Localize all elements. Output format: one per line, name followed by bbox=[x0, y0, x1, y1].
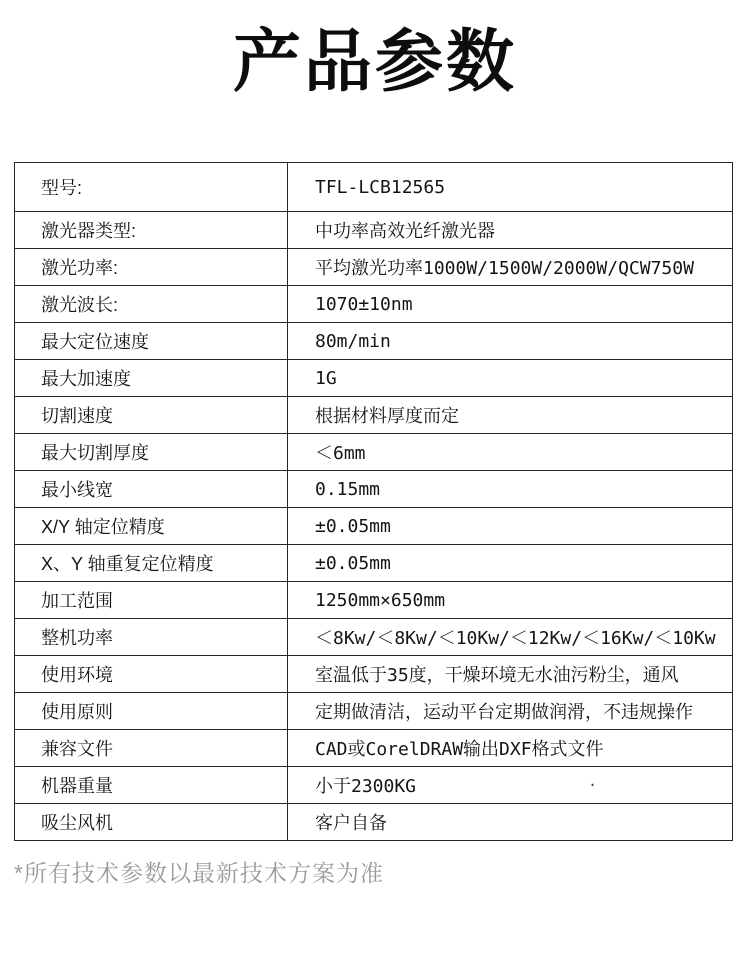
spec-label-cell: 使用原则 bbox=[15, 693, 288, 730]
spec-value-text: 客户自备 bbox=[315, 813, 387, 834]
spec-value-cell bbox=[288, 656, 733, 693]
table-row bbox=[15, 163, 733, 212]
spec-label-cell: 最大加速度 bbox=[15, 360, 288, 397]
table-row bbox=[15, 619, 733, 656]
table-row bbox=[15, 693, 733, 730]
spec-value-cell bbox=[288, 804, 733, 841]
spec-value-text: 1070±10nm bbox=[315, 293, 413, 315]
spec-value-text: ＜6mm bbox=[315, 443, 366, 464]
spec-value-cell bbox=[288, 249, 733, 286]
spec-label-cell: 使用环境 bbox=[15, 656, 288, 693]
spec-table-body bbox=[15, 163, 733, 841]
spec-value-text: 室温低于35度，干燥环境无水油污粉尘，通风 bbox=[315, 665, 679, 686]
spec-value-text: ＜8Kw/＜8Kw/＜10Kw/＜12Kw/＜16Kw/＜10Kw bbox=[315, 628, 716, 649]
spec-value-cell bbox=[288, 582, 733, 619]
footnote: *所有技术参数以最新技术方案为准 bbox=[14, 860, 384, 886]
table-row bbox=[15, 471, 733, 508]
spec-value-cell bbox=[288, 286, 733, 323]
spec-value-text: CAD或CorelDRAW输出DXF格式文件 bbox=[315, 739, 604, 760]
spec-value-text: 1250mm×650mm bbox=[315, 589, 446, 611]
spec-value-cell bbox=[288, 323, 733, 360]
spec-value-cell bbox=[288, 360, 733, 397]
spec-label-cell: 最小线宽 bbox=[15, 471, 288, 508]
spec-label-cell: 激光波长: bbox=[15, 286, 288, 323]
spec-value-cell bbox=[288, 619, 733, 656]
spec-value-text: ±0.05mm bbox=[315, 552, 391, 574]
spec-value-cell bbox=[288, 163, 733, 212]
table-row bbox=[15, 397, 733, 434]
spec-value-cell bbox=[288, 693, 733, 730]
spec-value-cell bbox=[288, 397, 733, 434]
spec-value-text: 平均激光功率1000W/1500W/2000W/QCW750W bbox=[315, 258, 694, 279]
spec-value-cell bbox=[288, 471, 733, 508]
table-row bbox=[15, 508, 733, 545]
table-row bbox=[15, 249, 733, 286]
spec-value-text: 1G bbox=[315, 367, 337, 389]
spec-label-cell: 加工范围 bbox=[15, 582, 288, 619]
table-row bbox=[15, 323, 733, 360]
spec-value-cell bbox=[288, 545, 733, 582]
spec-label-cell: 整机功率 bbox=[15, 619, 288, 656]
table-row bbox=[15, 804, 733, 841]
spec-label-cell: X/Y 轴定位精度 bbox=[15, 508, 288, 545]
spec-label-cell: 激光功率: bbox=[15, 249, 288, 286]
spec-value-cell bbox=[288, 508, 733, 545]
page-title: 产品参数 bbox=[232, 23, 517, 102]
table-row bbox=[15, 730, 733, 767]
spec-label-cell: 最大定位速度 bbox=[15, 323, 288, 360]
spec-value-text: 0.15mm bbox=[315, 478, 381, 500]
spec-value-cell bbox=[288, 767, 733, 804]
table-row bbox=[15, 767, 733, 804]
stray-dot-mark: . bbox=[588, 772, 598, 790]
spec-table bbox=[14, 162, 733, 841]
table-row bbox=[15, 656, 733, 693]
spec-label-cell: 激光器类型: bbox=[15, 212, 288, 249]
spec-label-cell: X、Y 轴重复定位精度 bbox=[15, 545, 288, 582]
table-row bbox=[15, 582, 733, 619]
table-row bbox=[15, 360, 733, 397]
table-row bbox=[15, 545, 733, 582]
spec-label-cell: 吸尘风机 bbox=[15, 804, 288, 841]
spec-value-text: 80m/min bbox=[315, 330, 391, 352]
spec-value-text: 根据材料厚度而定 bbox=[315, 406, 459, 427]
table-row bbox=[15, 434, 733, 471]
spec-value-cell bbox=[288, 212, 733, 249]
spec-value-text: ±0.05mm bbox=[315, 515, 391, 537]
spec-label-cell: 最大切割厚度 bbox=[15, 434, 288, 471]
spec-label-cell: 兼容文件 bbox=[15, 730, 288, 767]
spec-value-text: 中功率高效光纤激光器 bbox=[315, 221, 495, 242]
table-row bbox=[15, 212, 733, 249]
spec-label-cell: 机器重量 bbox=[15, 767, 288, 804]
spec-value-text: 小于2300KG bbox=[315, 776, 417, 797]
spec-value-cell bbox=[288, 730, 733, 767]
spec-value-text: 定期做清洁，运动平台定期做润滑，不违规操作 bbox=[315, 702, 693, 723]
spec-value-text: TFL-LCB12565 bbox=[315, 176, 446, 198]
spec-label-cell: 切割速度 bbox=[15, 397, 288, 434]
spec-label-cell: 型号: bbox=[15, 163, 288, 212]
spec-value-cell bbox=[288, 434, 733, 471]
table-row bbox=[15, 286, 733, 323]
